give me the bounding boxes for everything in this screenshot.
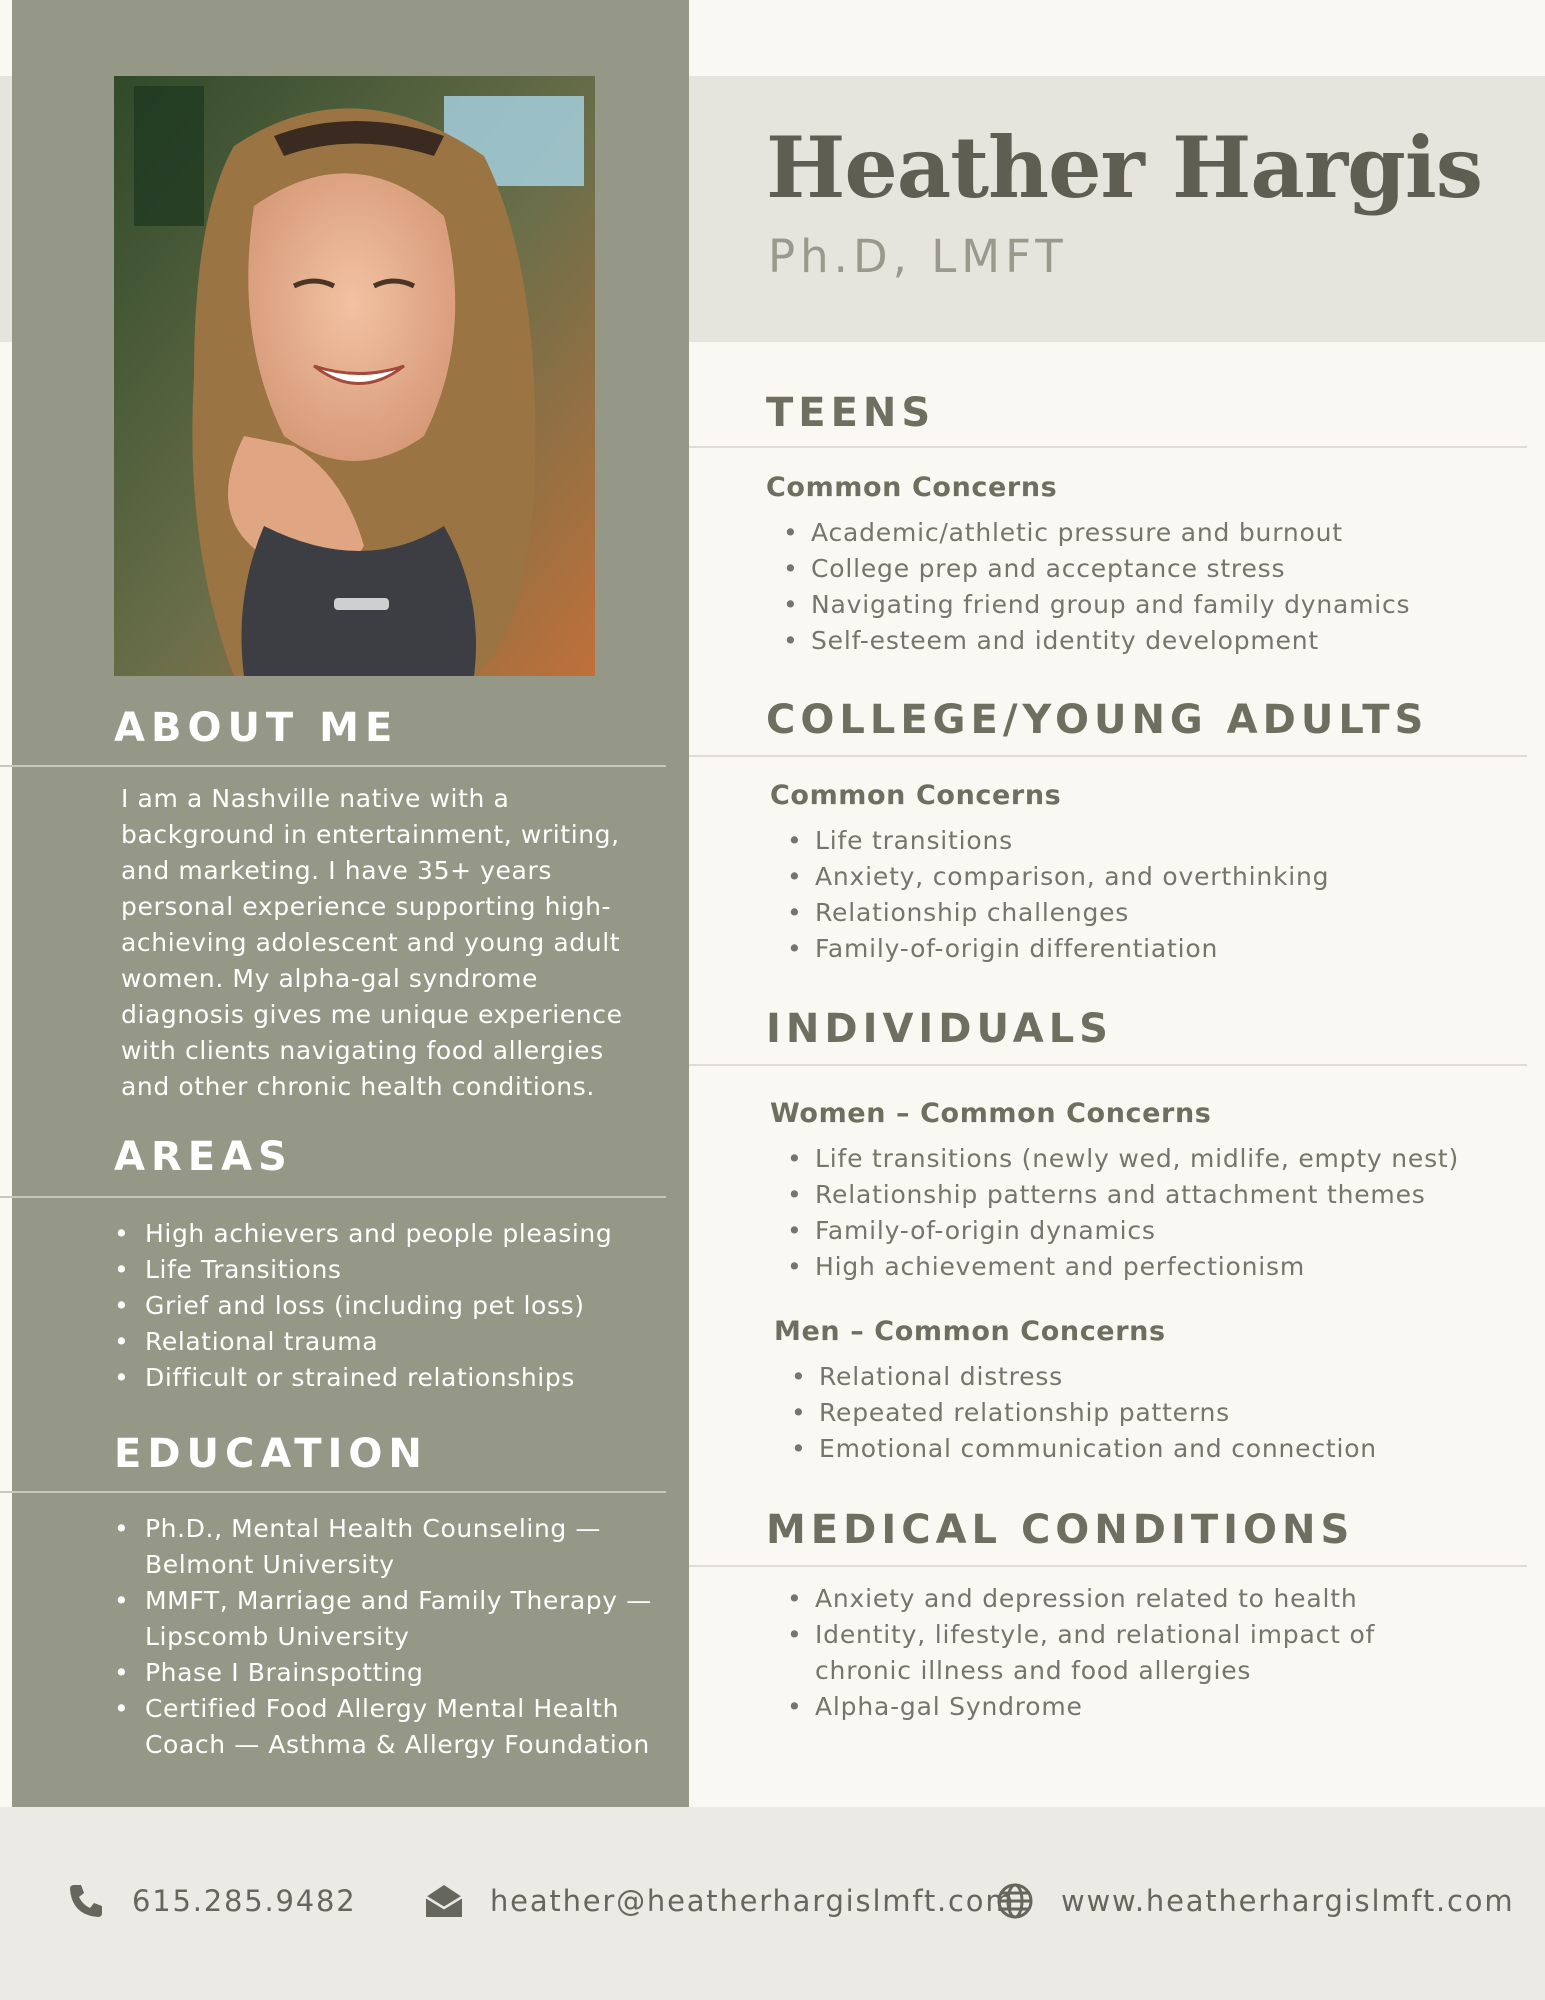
medical-heading: MEDICAL CONDITIONS: [766, 1507, 1355, 1553]
education-divider: [0, 1491, 666, 1493]
website-url: www.heatherhargislmft.com: [1061, 1884, 1515, 1918]
list-item: • Anxiety and depression related to health: [787, 1581, 1407, 1617]
medical-divider: [689, 1565, 1527, 1567]
men-subheading: Men – Common Concerns: [774, 1316, 1166, 1347]
website-contact[interactable]: [995, 1876, 1514, 1926]
list-item: • Life Transitions: [114, 1252, 674, 1288]
phone-icon: [66, 1881, 106, 1921]
list-item: • High achievement and perfectionism: [787, 1249, 1527, 1285]
phone-number: 615.285.9482: [132, 1884, 357, 1918]
list-item: • Relational distress: [791, 1359, 1511, 1395]
list-item: • Family-of-origin differentiation: [787, 931, 1507, 967]
left-header-stub: [0, 76, 12, 342]
about-divider: [0, 765, 666, 767]
envelope-icon: [424, 1881, 464, 1921]
person-name: Heather Hargis: [766, 118, 1483, 217]
areas-divider: [0, 1196, 666, 1198]
list-item: • High achievers and people pleasing: [114, 1216, 674, 1252]
teens-list: [783, 515, 1503, 659]
list-item: • MMFT, Marriage and Family Therapy — Lipscomb University: [114, 1583, 666, 1655]
list-item: • Phase I Brainspotting: [114, 1655, 666, 1691]
list-item: • Relationship patterns and attachment themes: [787, 1177, 1527, 1213]
individuals-heading: INDIVIDUALS: [766, 1006, 1113, 1052]
profile-photo: [114, 76, 595, 676]
college-divider: [689, 755, 1527, 757]
about-text: I am a Nashville native with a background in entertainment, writing, and marketing. I have 35+ years personal experience supporting high-achieving adolescent and young adult women. My alpha-gal syndrome diagnosis gives me unique experience with clients navigating food allergies and other chronic health conditions.: [121, 784, 623, 1101]
medical-list: [787, 1581, 1407, 1725]
individuals-divider: [689, 1064, 1527, 1066]
phone-contact[interactable]: [66, 1876, 357, 1926]
list-item: • Anxiety, comparison, and overthinking: [787, 859, 1507, 895]
list-item: • Alpha-gal Syndrome: [787, 1689, 1407, 1725]
education-heading: EDUCATION: [114, 1431, 428, 1477]
list-item: • Grief and loss (including pet loss): [114, 1288, 674, 1324]
list-item: • Relationship challenges: [787, 895, 1507, 931]
list-item: • Ph.D., Mental Health Counseling — Belmont University: [114, 1511, 666, 1583]
credentials: Ph.D, LMFT: [768, 230, 1068, 283]
list-item: • Repeated relationship patterns: [791, 1395, 1511, 1431]
list-item: • Difficult or strained relationships: [114, 1360, 674, 1396]
list-item: • Certified Food Allergy Mental Health Coach — Asthma & Allergy Foundation: [114, 1691, 666, 1763]
education-list: [114, 1511, 666, 1763]
college-subheading: Common Concerns: [770, 780, 1062, 811]
list-item: • College prep and acceptance stress: [783, 551, 1503, 587]
globe-icon: [995, 1881, 1035, 1921]
women-list: [787, 1141, 1527, 1285]
list-item: • Life transitions: [787, 823, 1507, 859]
list-item: • Self-esteem and identity development: [783, 623, 1503, 659]
about-heading: ABOUT ME: [114, 705, 399, 751]
teens-divider: [689, 446, 1527, 448]
list-item: • Navigating friend group and family dynamics: [783, 587, 1503, 623]
men-list: [791, 1359, 1511, 1467]
college-heading: COLLEGE/YOUNG ADULTS: [766, 697, 1429, 743]
women-subheading: Women – Common Concerns: [770, 1098, 1212, 1129]
list-item: • Family-of-origin dynamics: [787, 1213, 1527, 1249]
list-item: • Life transitions (newly wed, midlife, empty nest): [787, 1141, 1527, 1177]
areas-heading: AREAS: [114, 1134, 293, 1180]
email-address: heather@heatherhargislmft.com: [490, 1884, 1016, 1918]
teens-subheading: Common Concerns: [766, 472, 1058, 503]
college-list: [787, 823, 1507, 967]
list-item: • Relational trauma: [114, 1324, 674, 1360]
list-item: • Academic/athletic pressure and burnout: [783, 515, 1503, 551]
teens-heading: TEENS: [766, 390, 936, 436]
list-item: • Emotional communication and connection: [791, 1431, 1511, 1467]
areas-list: [114, 1216, 674, 1396]
email-contact[interactable]: [424, 1876, 1015, 1926]
list-item: • Identity, lifestyle, and relational impact of chronic illness and food allergies: [787, 1617, 1407, 1689]
